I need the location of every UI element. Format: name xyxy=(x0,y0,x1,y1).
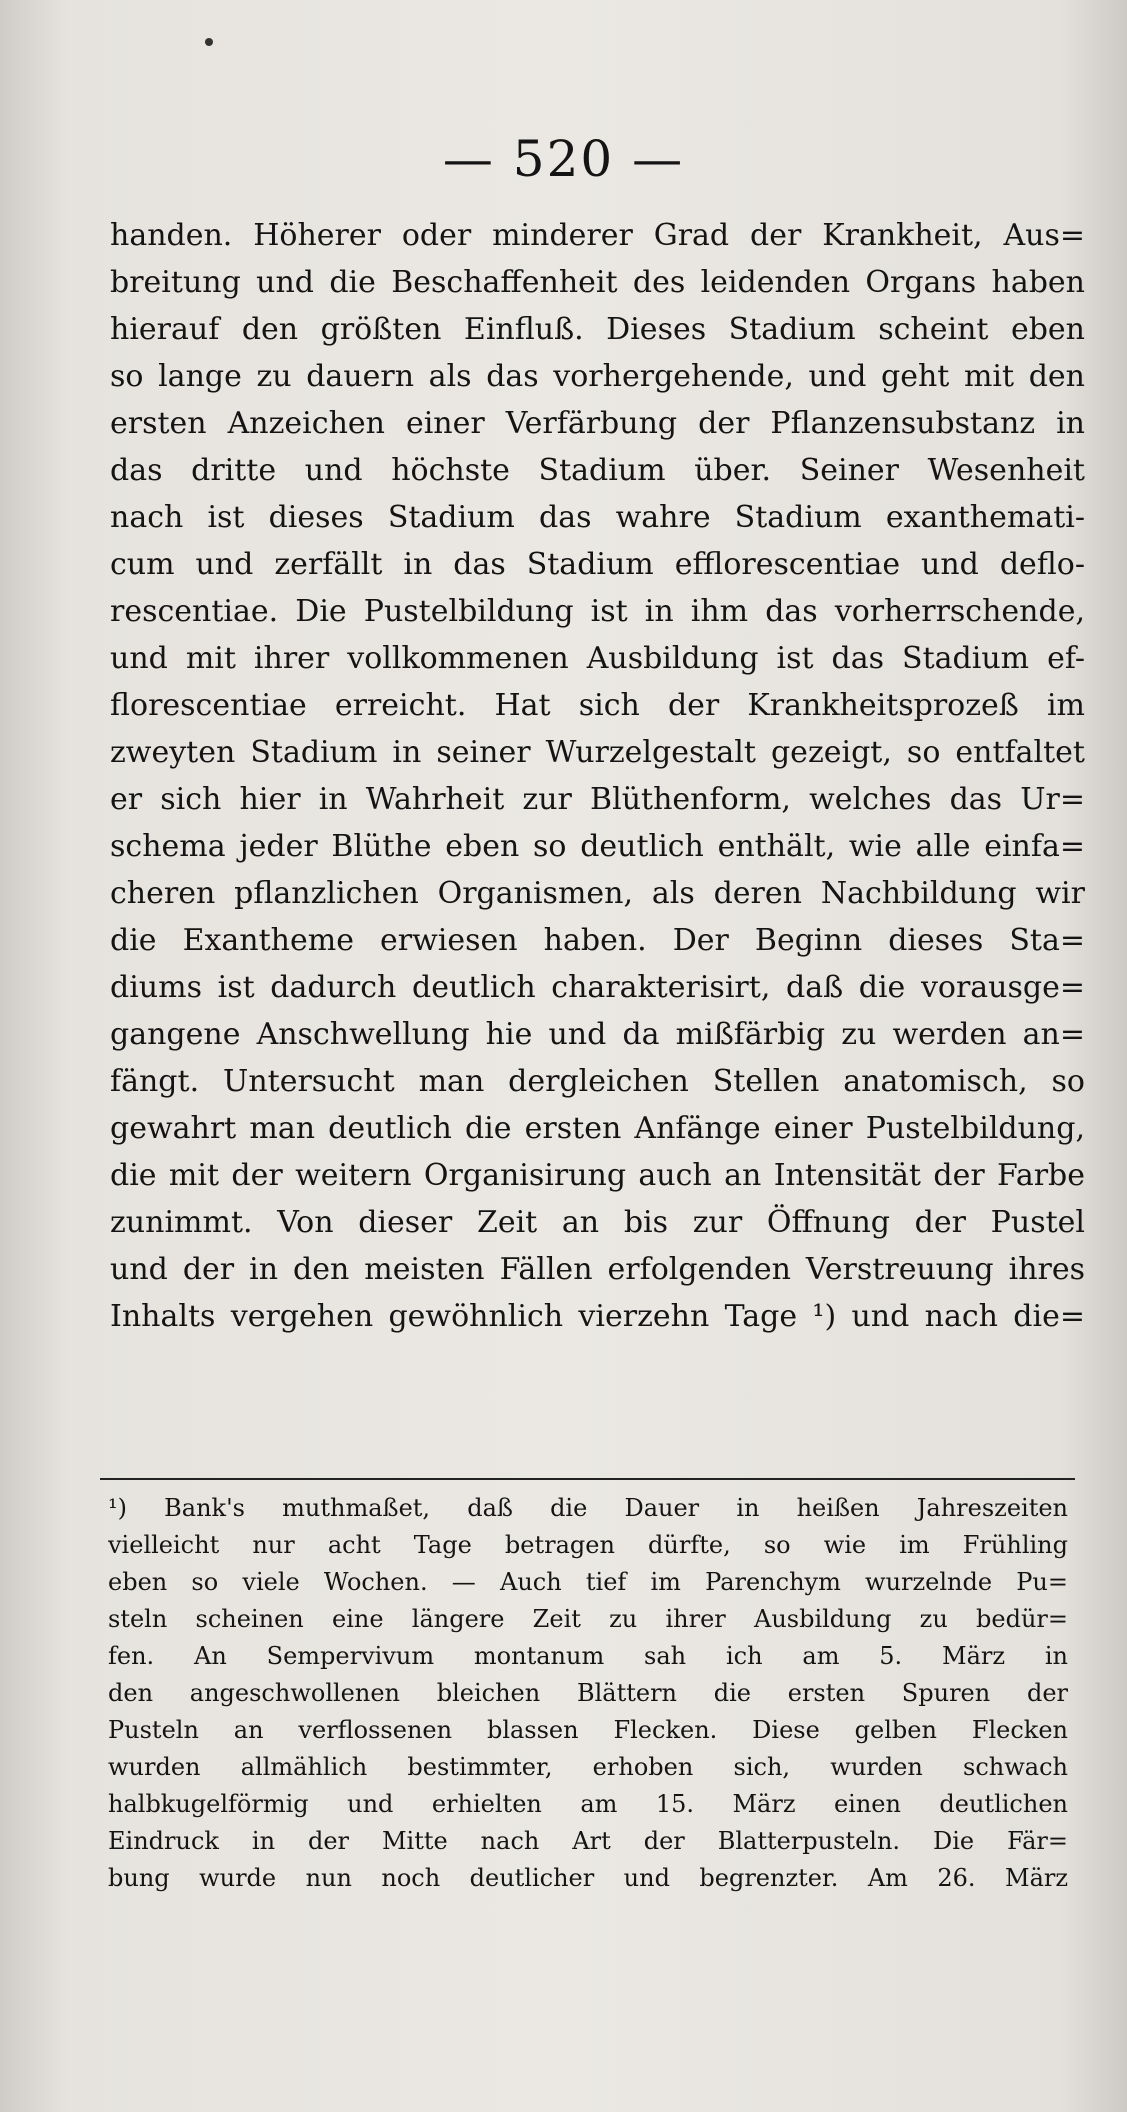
text-line: handen. Höherer oder minderer Grad der Krankheit, Aus= xyxy=(110,218,1085,253)
footnote xyxy=(108,1490,1068,1897)
ink-speck xyxy=(205,38,213,46)
text-line: diums ist dadurch deutlich charakterisirt, daß die vorausge= xyxy=(110,970,1085,1005)
text-line: das dritte und höchste Stadium über. Seiner Wesenheit xyxy=(110,453,1085,488)
text-line: die Exantheme erwiesen haben. Der Beginn dieses Sta= xyxy=(110,923,1085,958)
text-line: cum und zerfällt in das Stadium efflorescentiae und deflo- xyxy=(110,547,1085,582)
text-line: gangene Anschwellung hie und da mißfärbig zu werden an= xyxy=(110,1017,1085,1052)
footnote-line: eben so viele Wochen. — Auch tief im Parenchym wurzelnde Pu= xyxy=(108,1568,1068,1596)
footnote-line: vielleicht nur acht Tage betragen dürfte, so wie im Frühling xyxy=(108,1531,1068,1559)
text-line: und mit ihrer vollkommenen Ausbildung ist das Stadium ef- xyxy=(110,641,1085,676)
footnote-line: bung wurde nun noch deutlicher und begrenzter. Am 26. März xyxy=(108,1864,1068,1892)
text-line: breitung und die Beschaffenheit des leidenden Organs haben xyxy=(110,265,1085,300)
text-line: ersten Anzeichen einer Verfärbung der Pflanzensubstanz in xyxy=(110,406,1085,441)
text-line: die mit der weitern Organisirung auch an Intensität der Farbe xyxy=(110,1158,1085,1193)
text-line: Inhalts vergehen gewöhnlich vierzehn Tage ¹) und nach die= xyxy=(110,1299,1085,1334)
footnote-line: Pusteln an verflossenen blassen Flecken. Diese gelben Flecken xyxy=(108,1716,1068,1744)
text-line: zweyten Stadium in seiner Wurzelgestalt gezeigt, so entfaltet xyxy=(110,735,1085,770)
footnote-line: wurden allmählich bestimmter, erhoben sich, wurden schwach xyxy=(108,1753,1068,1781)
footnote-line: den angeschwollenen bleichen Blättern die ersten Spuren der xyxy=(108,1679,1068,1707)
text-line: schema jeder Blüthe eben so deutlich enthält, wie alle einfa= xyxy=(110,829,1085,864)
text-line: nach ist dieses Stadium das wahre Stadium exanthemati- xyxy=(110,500,1085,535)
text-line: rescentiae. Die Pustelbildung ist in ihm das vorherrschende, xyxy=(110,594,1085,629)
footnote-line: ¹) Bank's muthmaßet, daß die Dauer in heißen Jahreszeiten xyxy=(108,1494,1068,1522)
footnote-line: fen. An Sempervivum montanum sah ich am 5. März in xyxy=(108,1642,1068,1670)
text-line: florescentiae erreicht. Hat sich der Krankheitsprozeß im xyxy=(110,688,1085,723)
footnote-divider xyxy=(100,1478,1075,1480)
footnote-line: halbkugelförmig und erhielten am 15. März einen deutlichen xyxy=(108,1790,1068,1818)
text-line: cheren pflanzlichen Organismen, als deren Nachbildung wir xyxy=(110,876,1085,911)
text-line: hierauf den größten Einfluß. Dieses Stadium scheint eben xyxy=(110,312,1085,347)
text-line: und der in den meisten Fällen erfolgenden Verstreuung ihres xyxy=(110,1252,1085,1287)
footnote-line: steln scheinen eine längere Zeit zu ihrer Ausbildung zu bedür= xyxy=(108,1605,1068,1633)
text-line: er sich hier in Wahrheit zur Blüthenform, welches das Ur= xyxy=(110,782,1085,817)
footnote-line: Eindruck in der Mitte nach Art der Blatterpusteln. Die Fär= xyxy=(108,1827,1068,1855)
text-line: so lange zu dauern als das vorhergehende, und geht mit den xyxy=(110,359,1085,394)
page-number: — 520 — xyxy=(442,130,685,188)
text-line: zunimmt. Von dieser Zeit an bis zur Öffnung der Pustel xyxy=(110,1205,1085,1240)
text-line: fängt. Untersucht man dergleichen Stellen anatomisch, so xyxy=(110,1064,1085,1099)
text-line: gewahrt man deutlich die ersten Anfänge einer Pustelbildung, xyxy=(110,1111,1085,1146)
main-text xyxy=(110,212,1085,1340)
